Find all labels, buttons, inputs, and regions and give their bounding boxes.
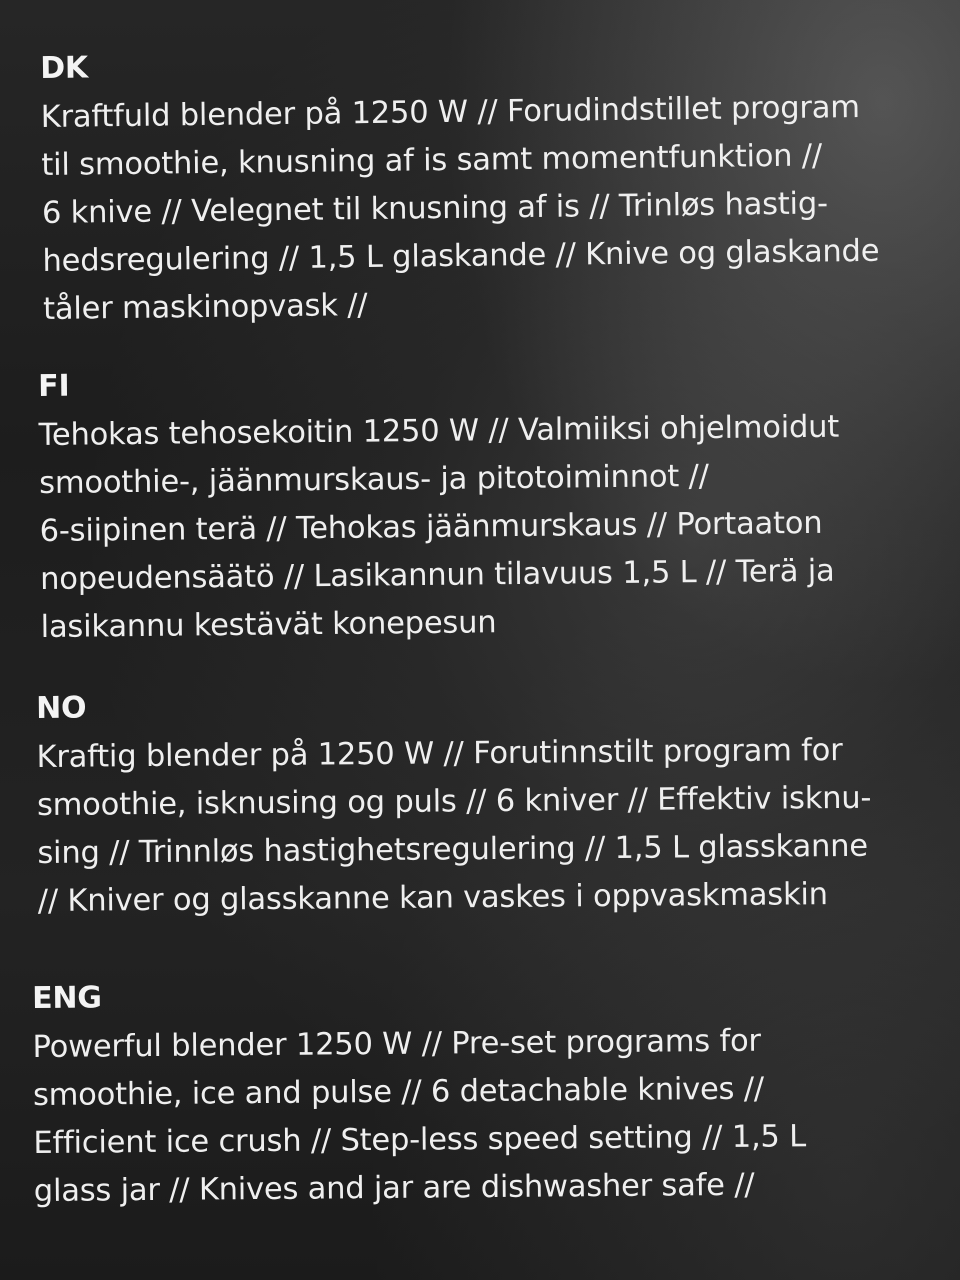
description-no: Kraftig blender på 1250 W // Forutinnstilt program for smoothie, isknusing og puls // 6 kniver // Effektiv isknu- sing // Trinnløs hastighetsregulering // 1,5 L glasskanne // Kniver og glasskanne kan vaskes i oppvaskmaskin — [36, 732, 872, 919]
section-no — [36, 684, 948, 926]
language-heading-fi: FI — [37, 368, 70, 404]
language-heading-eng: ENG — [31, 980, 102, 1016]
section-dk — [40, 41, 933, 334]
language-heading-dk: DK — [39, 50, 89, 86]
section-fi — [38, 361, 921, 652]
description-dk: Kraftfuld blender på 1250 W // Forudindstillet program til smoothie, knusning af is samt momentfunktion // 6 knive // Velegnet til knusning af is // Trinløs hastig- hedsregulering // 1,5 L glaskande // Knive og glaskande tåler maskinopvask // — [40, 89, 880, 327]
description-fi: Tehokas tehosekoitin 1250 W // Valmiiksi ohjelmoidut smoothie-, jäänmurskaus- ja pitotoiminnot // 6-siipinen terä // Tehokas jäänmurskaus // Portaaton nopeudensäätö // Lasikannun tilavuus 1,5 L // Terä ja lasikannu kestävät konepesun — [38, 409, 840, 645]
description-eng: Powerful blender 1250 W // Pre-set programs for smoothie, ice and pulse // 6 detachable knives // Efficient ice crush // Step-less speed setting // 1,5 L glass jar // Knives and jar are dishwasher safe // — [32, 1023, 807, 1209]
language-heading-no: NO — [35, 690, 87, 726]
section-eng — [32, 974, 914, 1216]
